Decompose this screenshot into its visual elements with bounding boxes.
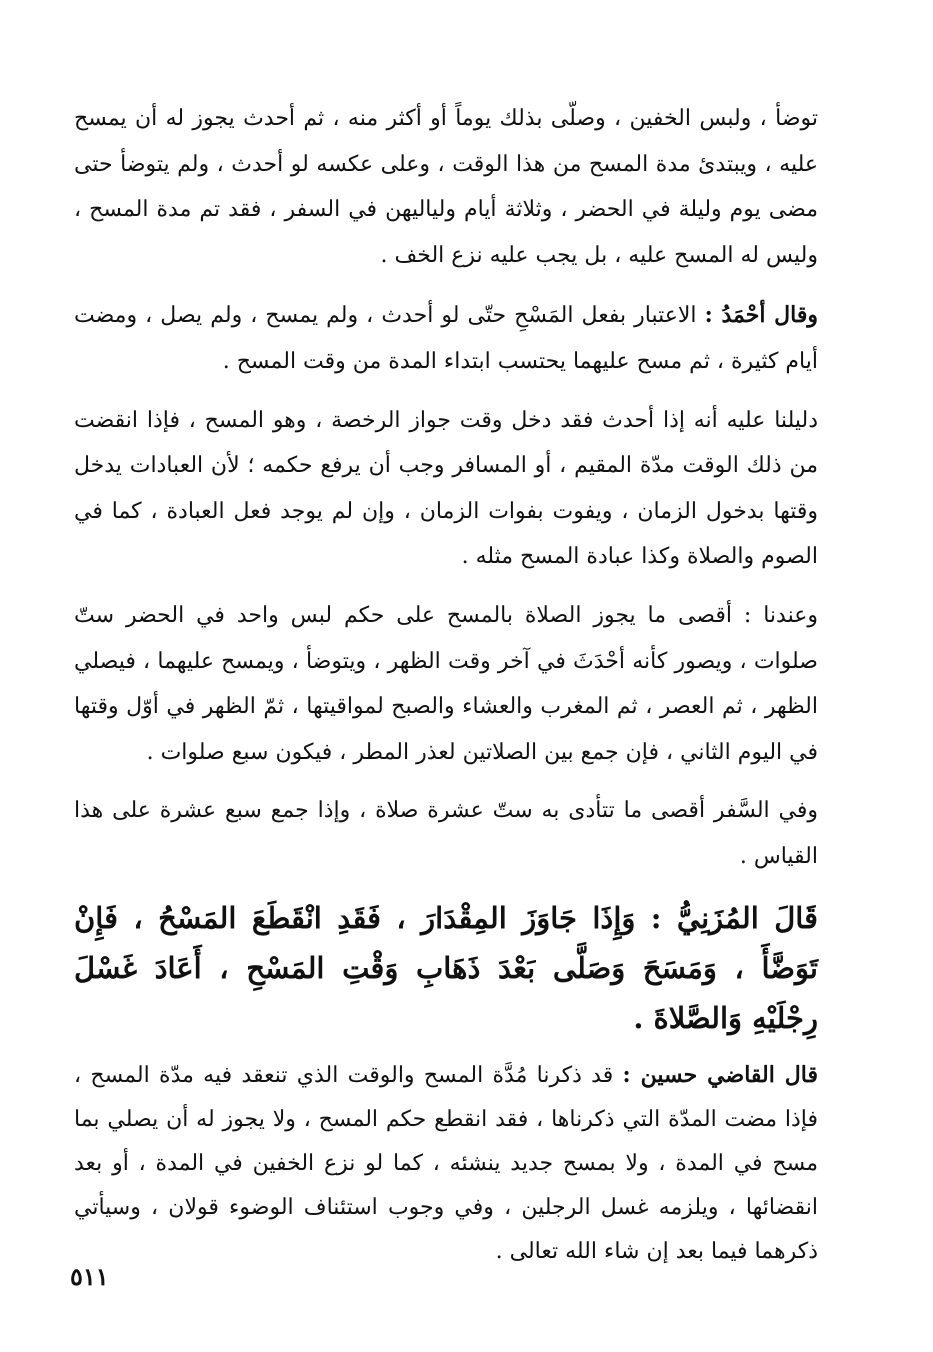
- paragraph-3: دليلنا عليه أنه إذا أحدث فقد دخل وقت جواز الرخصة ، وهو المسح ، فإذا انقضت من ذلك الوقت مدّة المقيم ، أو المسافر وجب أن يرفع حكمه ؛ لأن العبادات يدخل وقتها بدخول الزمان ، ويفوت بفوات الزمان ، وإن لم يوجد فعل العبادة ، كما في الصوم والصلاة وكذا عبادة المسح مثله .: [74, 407, 818, 570]
- page-number: ٥١١: [70, 1262, 109, 1291]
- paragraph-2-label: وقال أحْمَدُ :: [704, 302, 818, 329]
- page-body: [74, 96, 818, 1274]
- paragraph-2: [74, 293, 818, 384]
- quoted-text-muzani: قَالَ المُزَنِيُّ : وَإِذَا جَاوَزَ المِقْدَارَ ، فَقَدِ انْقَطَعَ المَسْحُ ، فَإِنْ تَوَضَّأَ ، وَمَسَحَ وَصَلَّى بَعْدَ ذَهَابِ وَقْتِ المَسْحِ ، أَعَادَ غَسْلَ رِجْلَيْهِ وَالصَّلاةَ .: [74, 900, 818, 1035]
- paragraph-5: وفي السَّفر أقصى ما تتأدى به ستّ عشرة صلاة ، وإذا جمع سبع عشرة على هذا القياس .: [74, 798, 818, 869]
- paragraph-7-text: قد ذكرنا مُدَّة المسح والوقت الذي تنعقد فيه مدّة المسح ، فإذا مضت المدّة التي ذكرناها ، فقد انقطع حكم المسح ، ولا يجوز له أن يصلي بما مسح في المدة ، ولا بمسح جديد ينشئه ، كما لو نزع الخفين في المدة ، أو بعد انقضائها ، ويلزمه غسل الرجلين ، وفي وجوب استئناف الوضوء قولان ، وسيأتي ذكرهما فيما بعد إن شاء الله تعالى .: [74, 1062, 818, 1264]
- paragraph-1: توضأ ، ولبس الخفين ، وصلّى بذلك يوماً أو أكثر منه ، ثم أحدث يجوز له أن يمسح عليه ، ويبتدئ مدة المسح من هذا الوقت ، وعلى عكسه لو أحدث ، ولم يتوضأ حتى مضى يوم وليلة في الحضر ، وثلاثة أيام ولياليهن في السفر ، فقد تم مدة المسح ، وليس له المسح عليه ، بل يجب عليه نزع الخف .: [74, 106, 818, 268]
- paragraph-4: وعندنا : أقصى ما يجوز الصلاة بالمسح على حكم لبس واحد في الحضر ستّ صلوات ، ويصور كأنه أحْدَثَ في آخر وقت الظهر ، ويتوضأ ، ويمسح عليهما ، فيصلي الظهر ، ثم العصر ، ثم المغرب والعشاء والصبح لمواقيتها ، ثمّ الظهر في أوّل وقتها في اليوم الثاني ، فإن جمع بين الصلاتين لعذر المطر ، فيكون سبع صلوات .: [74, 602, 818, 765]
- paragraph-2-text: الاعتبار بفعل المَسْحِ حتّى لو أحدث ، ولم يمسح ، ولم يصل ، ومضت أيام كثيرة ، ثم مسح عليهما يحتسب ابتداء المدة من وقت المسح .: [74, 303, 818, 374]
- paragraph-7: [74, 1053, 818, 1274]
- paragraph-7-label: قال القاضي حسين :: [622, 1061, 818, 1088]
